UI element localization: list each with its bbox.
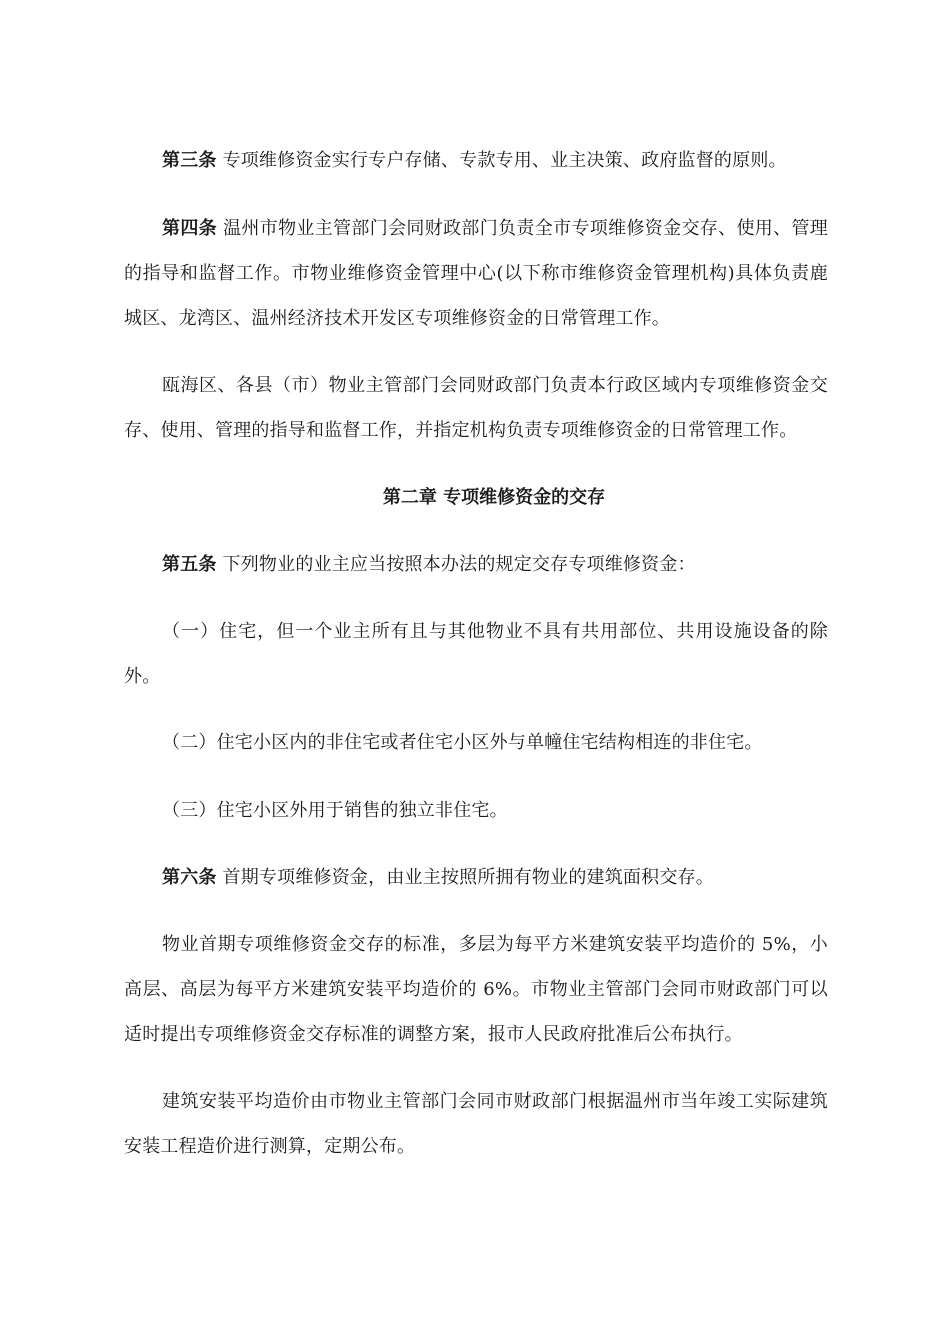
chapter-heading: 第二章 专项维修资金的交存 [382, 487, 606, 508]
article-5-item-2: （二）住宅小区内的非住宅或者住宅小区外与单幢住宅结构相连的非住宅。 [162, 732, 763, 753]
article-6-text: 首期专项维修资金，由业主按照所拥有物业的建筑面积交存。 [222, 867, 714, 888]
article-4-text: 温州市物业主管部门会同财政部门负责全市专项维修资金交存、使用、管理的指导和监督工作。市物业维修资金管理中心(以下称市维修资金管理机构)具体负责鹿城区、龙湾区、温州经济技术开发区专项维修资金的日常管理工作。 [124, 218, 828, 329]
article-4 [124, 206, 828, 341]
article-4-paragraph-2: 瓯海区、各县（市）物业主管部门会同财政部门负责本行政区域内专项维修资金交存、使用、管理的指导和监督工作，并指定机构负责专项维修资金的日常管理工作。 [124, 375, 828, 441]
article-5-label: 第五条 [162, 554, 217, 575]
article-5-item-3: （三）住宅小区外用于销售的独立非住宅。 [162, 800, 508, 821]
article-6-label: 第六条 [162, 867, 217, 888]
article-3 [124, 138, 828, 183]
article-4-label: 第四条 [162, 218, 218, 239]
article-6-paragraph-2: 物业首期专项维修资金交存的标准，多层为每平方米建筑安装平均造价的 5%，小高层、高层为每平方米建筑安装平均造价的 6%。市物业主管部门会同市财政部门可以适时提出专项维修资金交存标准的调整方案，报市人民政府批准后公布执行。 [124, 934, 828, 1045]
article-5 [124, 542, 828, 587]
article-6 [124, 855, 828, 900]
article-5-text: 下列物业的业主应当按照本办法的规定交存专项维修资金： [222, 554, 696, 575]
article-6-paragraph-3: 建筑安装平均造价由市物业主管部门会同市财政部门根据温州市当年竣工实际建筑安装工程造价进行测算，定期公布。 [124, 1091, 828, 1157]
article-3-text: 专项维修资金实行专户存储、专款专用、业主决策、政府监督的原则。 [222, 150, 787, 171]
article-5-item-1: （一）住宅，但一个业主所有且与其他物业不具有共用部位、共用设施设备的除外。 [124, 621, 828, 687]
article-3-label: 第三条 [162, 150, 217, 171]
